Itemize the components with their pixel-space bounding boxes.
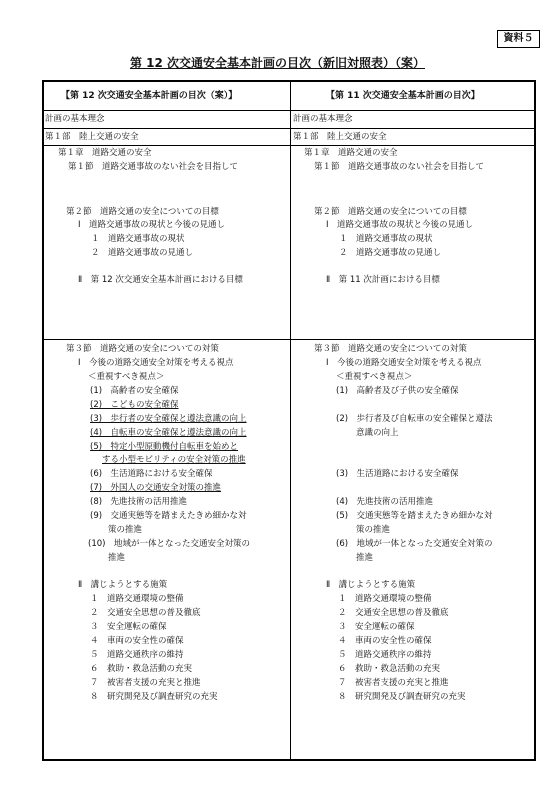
left-section1: 第１節 道路交通事故のない社会を目指して <box>68 162 239 172</box>
document-tag: 資料５ <box>497 30 540 48</box>
left-section2: 第２節 道路交通の安全についての目標 <box>66 207 219 217</box>
right-measure: ８ 研究開発及び調査研究の充実 <box>338 692 466 702</box>
right-section1: 第１節 道路交通事故のない社会を目指して <box>314 162 485 172</box>
row-line <box>44 128 534 129</box>
left-section2-i-2: ２ 道路交通事故の見通し <box>91 248 194 258</box>
right-item: (4) 先進技術の活用推進 <box>336 497 434 507</box>
left-section2-ii: Ⅱ 第 12 次交通安全基本計画における目標 <box>78 275 243 285</box>
left-basic-philosophy: 計画の基本理念 <box>45 114 105 124</box>
left-section2-i-1: １ 道路交通事故の現状 <box>91 234 185 244</box>
right-section2: 第２節 道路交通の安全についての目標 <box>314 207 467 217</box>
row-line <box>44 339 534 340</box>
right-measure: ２ 交通安全思想の普及徹底 <box>338 608 449 618</box>
right-basic-philosophy: 計画の基本理念 <box>293 114 353 124</box>
right-section2-i: Ⅰ 道路交通事故の現状と今後の見通し <box>326 220 474 230</box>
right-section3: 第３節 道路交通の安全についての対策 <box>314 344 467 354</box>
left-item: (2) こどもの安全確保 <box>90 400 179 410</box>
left-item: (9) 交通実態等を踏まえたきめ細かな対 <box>90 511 247 521</box>
left-item: (5) 特定小型原動機付自転車を始めと <box>90 442 239 452</box>
page-title-text: 第 12 次交通安全基本計画の目次（新旧対照表）（案） <box>129 56 426 70</box>
left-part1: 第１部 陸上交通の安全 <box>45 132 139 142</box>
left-chapter1: 第１章 道路交通の安全 <box>58 148 152 158</box>
left-item-cont: 推進 <box>108 553 126 563</box>
left-measure: ５ 道路交通秩序の維持 <box>90 650 184 660</box>
left-measure: ８ 研究開発及び調査研究の充実 <box>90 692 218 702</box>
left-measure: ３ 安全運転の確保 <box>90 622 167 632</box>
right-section3-i: Ⅰ 今後の道路交通安全対策を考える視点 <box>326 358 482 368</box>
right-item: (6) 地域が一体となった交通安全対策の <box>336 539 493 549</box>
left-measure: ２ 交通安全思想の普及徹底 <box>90 608 201 618</box>
left-measure: ７ 被害者支援の充実と推進 <box>90 678 201 688</box>
right-item-cont: 策の推進 <box>356 525 391 535</box>
left-item: (7) 外国人の交通安全対策の推進 <box>90 483 222 493</box>
left-section3-i: Ⅰ 今後の道路交通安全対策を考える視点 <box>78 358 234 368</box>
right-item: (1) 高齢者及び子供の安全確保 <box>336 386 459 396</box>
right-header: 【第 11 次交通安全基本計画の目次】 <box>326 91 480 101</box>
left-item-cont: 策の推進 <box>108 525 143 535</box>
right-measure: ３ 安全運転の確保 <box>338 622 415 632</box>
right-section2-i-2: ２ 道路交通事故の見通し <box>339 248 442 258</box>
left-item-cont: する小型モビリティの安全対策の推進 <box>102 455 246 465</box>
left-item: (1) 高齢者の安全確保 <box>90 386 179 396</box>
left-item: (6) 生活道路における安全確保 <box>90 469 213 479</box>
left-measure: １ 道路交通環境の整備 <box>90 594 184 604</box>
right-section2-i-1: １ 道路交通事故の現状 <box>339 234 433 244</box>
left-section3: 第３節 道路交通の安全についての対策 <box>66 344 219 354</box>
left-item: (8) 先進技術の活用推進 <box>90 497 188 507</box>
right-measure: １ 道路交通環境の整備 <box>338 594 432 604</box>
right-chapter1: 第１章 道路交通の安全 <box>304 148 398 158</box>
right-item-cont: 意識の向上 <box>356 428 399 438</box>
right-section2-ii: Ⅱ 第 11 次計画における目標 <box>326 275 440 285</box>
right-measure: ６ 救助・救急活動の充実 <box>338 664 441 674</box>
left-item: (10) 地域が一体となった交通安全対策の <box>88 539 250 549</box>
left-section3-ii: Ⅱ 講じようとする施策 <box>78 580 168 590</box>
left-measure: ４ 車両の安全性の確保 <box>90 636 184 646</box>
right-section3-ii: Ⅱ 講じようとする施策 <box>326 580 416 590</box>
right-item: (5) 交通実態等を踏まえたきめ細かな対 <box>336 511 493 521</box>
right-item: (3) 生活道路における安全確保 <box>336 469 459 479</box>
left-header: 【第 12 次交通安全基本計画の目次（案）】 <box>61 91 238 101</box>
right-part1: 第１部 陸上交通の安全 <box>293 132 387 142</box>
row-line <box>44 145 534 146</box>
left-measure: ６ 救助・救急活動の充実 <box>90 664 193 674</box>
comparison-table <box>42 80 536 761</box>
left-item: (3) 歩行者の安全確保と遵法意識の向上 <box>90 414 247 424</box>
page-title <box>0 54 555 71</box>
right-item: (2) 歩行者及び自転車の安全確保と遵法 <box>336 414 493 424</box>
right-measure: ５ 道路交通秩序の維持 <box>338 650 432 660</box>
left-item: (4) 自転車の安全確保と遵法意識の向上 <box>90 428 247 438</box>
right-item-cont: 推進 <box>356 553 374 563</box>
row-line <box>44 110 534 111</box>
right-measure: ７ 被害者支援の充実と推進 <box>338 678 449 688</box>
left-focus-heading: ＜重視すべき視点＞ <box>88 372 165 382</box>
left-section2-i: Ⅰ 道路交通事故の現状と今後の見通し <box>78 220 226 230</box>
right-focus-heading: ＜重視すべき視点＞ <box>336 372 413 382</box>
right-measure: ４ 車両の安全性の確保 <box>338 636 432 646</box>
column-divider <box>290 82 291 759</box>
